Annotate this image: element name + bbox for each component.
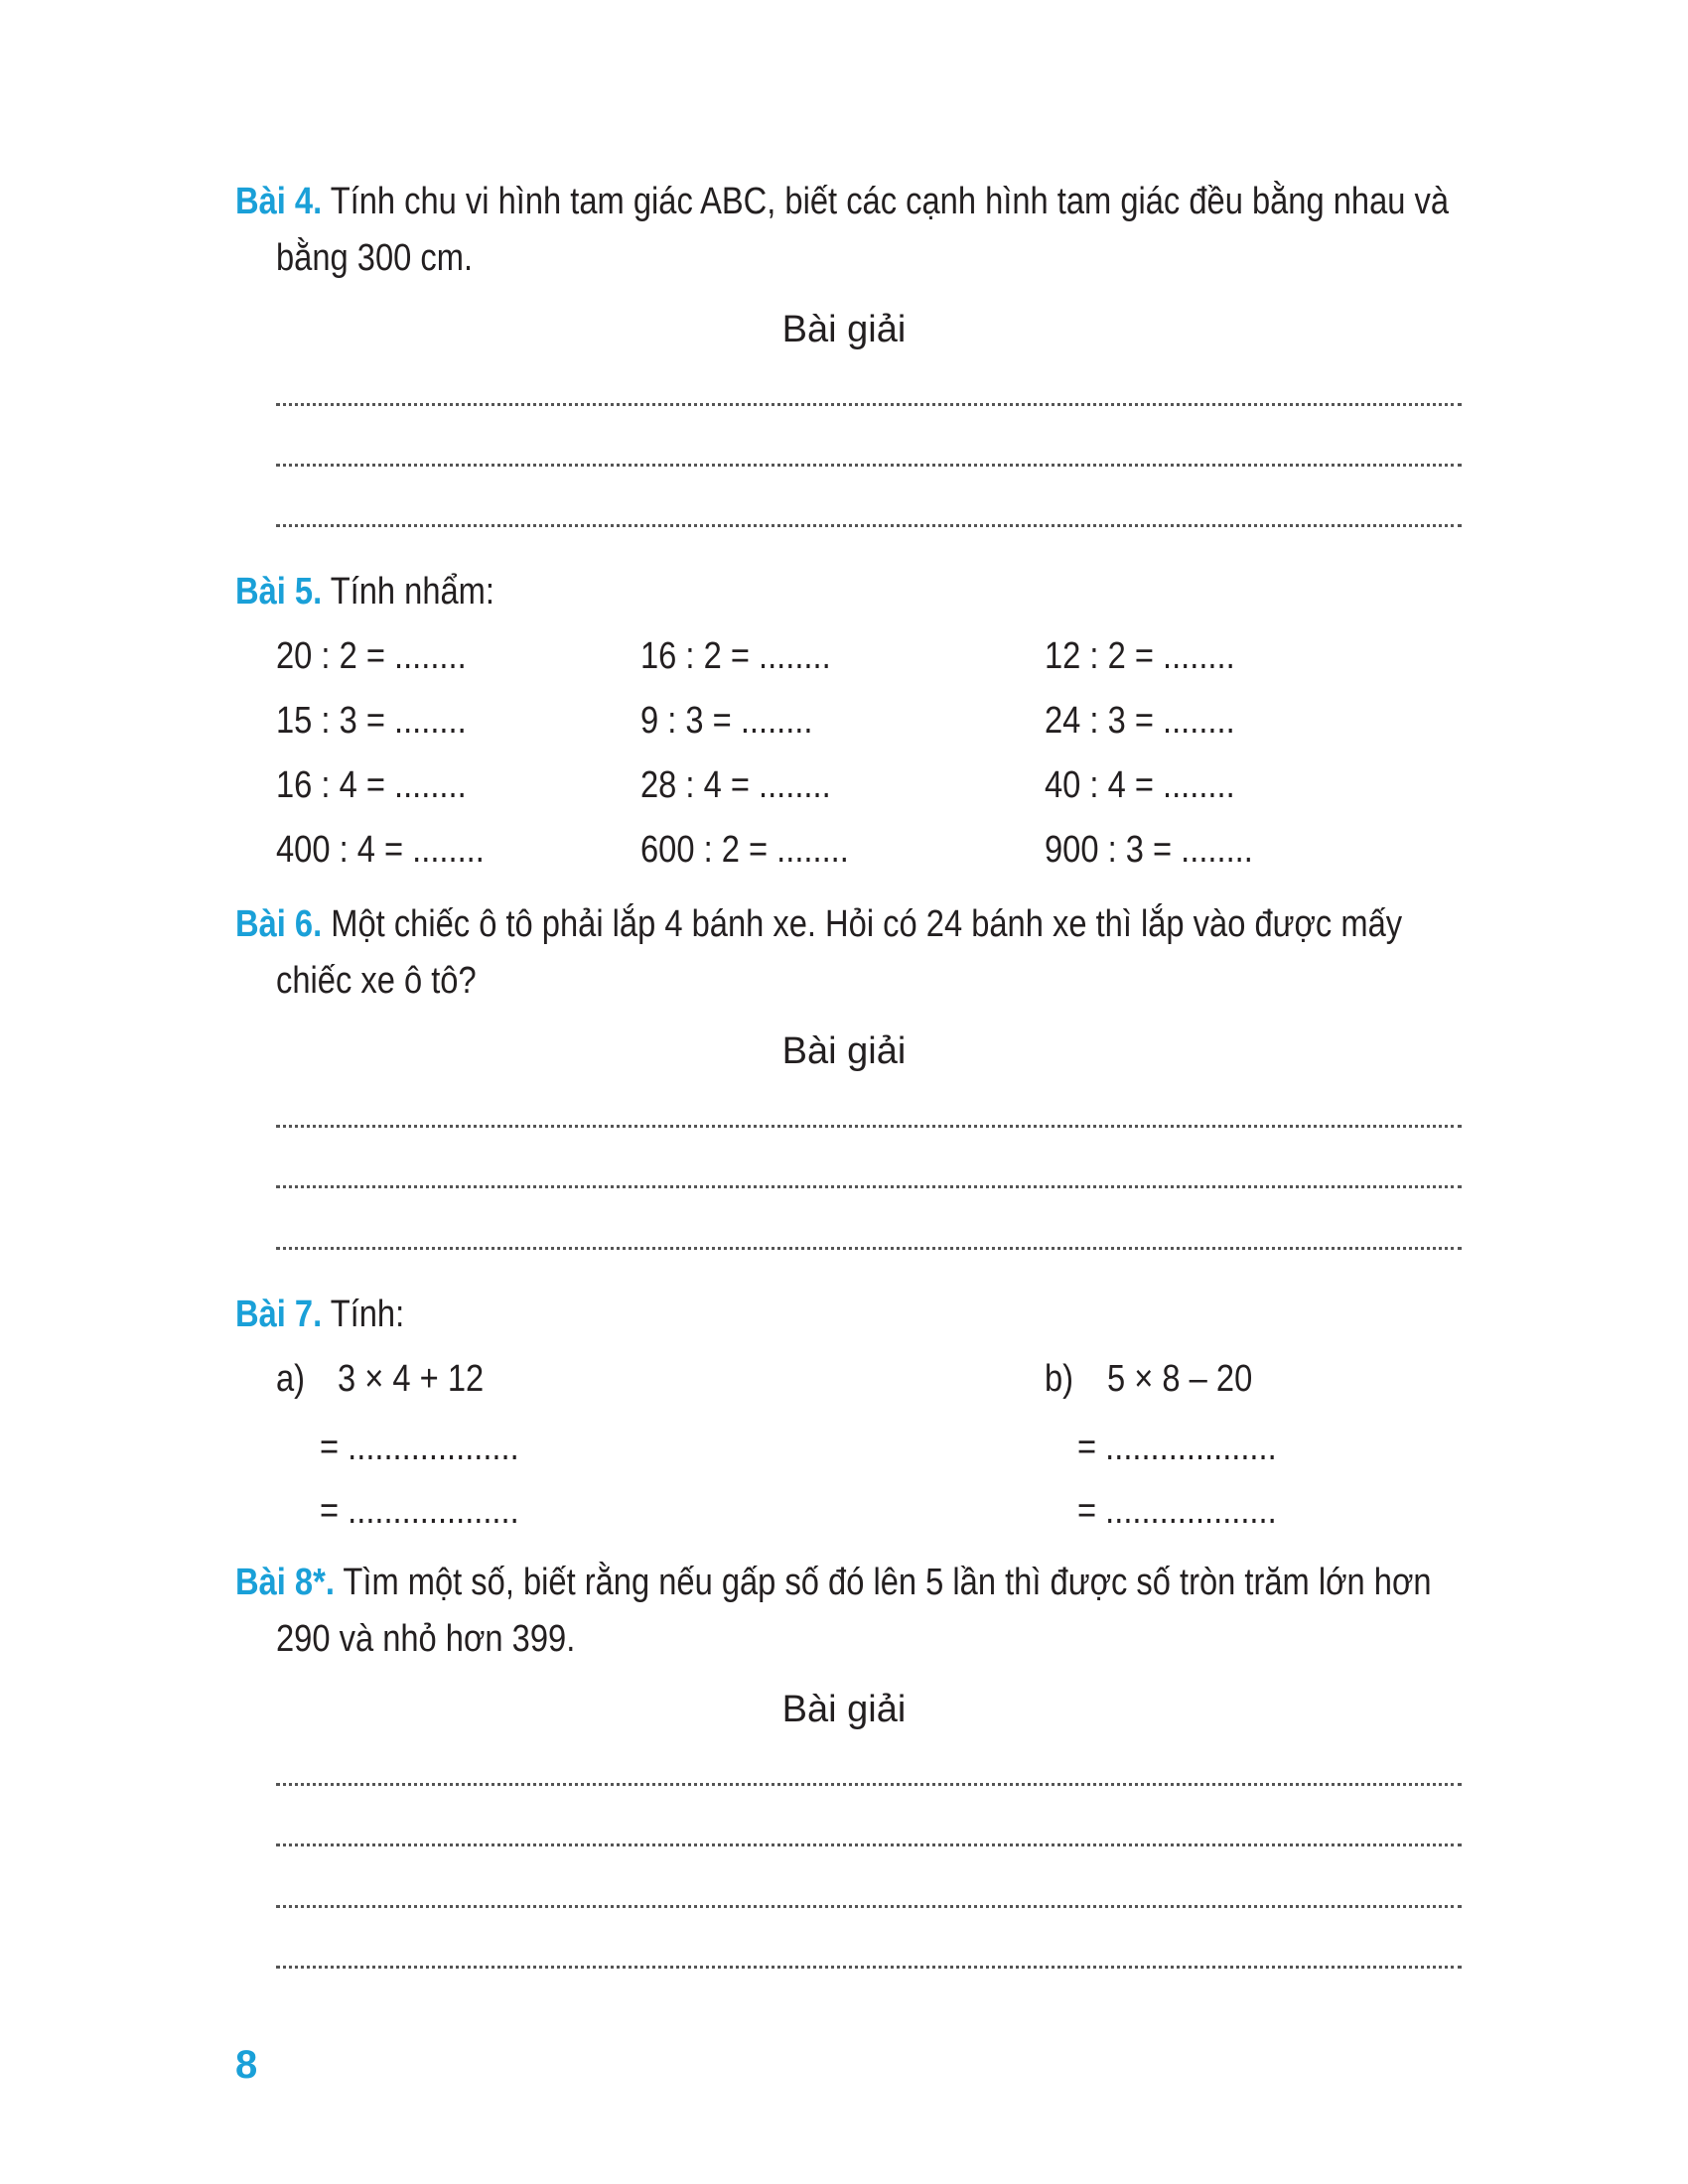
answer-line: [276, 1179, 1462, 1188]
bai6-solution-title: Bài giải: [781, 1030, 907, 1072]
bai5-item: 40 : 4 = ........: [1045, 764, 1235, 806]
answer-line: [276, 1899, 1462, 1908]
bai5-item: 28 : 4 = ........: [640, 764, 831, 806]
bai7-b-step: = ...................: [1077, 1427, 1277, 1468]
bai5-item: 15 : 3 = ........: [276, 700, 467, 742]
bai4-text-line1: Tính chu vi hình tam giác ABC, biết các cạnh hình tam giác đều bằng nhau và: [330, 181, 1450, 222]
bai7-text: Tính:: [330, 1294, 405, 1335]
bai8-solution-title: Bài giải: [781, 1689, 907, 1730]
answer-line: [276, 518, 1462, 527]
bai8-label: Bài 8*.: [235, 1562, 335, 1603]
bai5-item: 16 : 4 = ........: [276, 764, 467, 806]
bai4-solution-title: Bài giải: [781, 309, 907, 350]
bai7-a-step: = ...................: [320, 1427, 519, 1468]
bai5-item: 12 : 2 = ........: [1045, 635, 1235, 677]
bai7-b-step: = ...................: [1077, 1490, 1277, 1532]
bai7-label: Bài 7.: [235, 1294, 323, 1335]
bai5-item: 900 : 3 = ........: [1045, 829, 1253, 871]
answer-line: [276, 1838, 1462, 1846]
bai5-item: 20 : 2 = ........: [276, 635, 467, 677]
bai6-line1: [235, 896, 1402, 952]
answer-line: [276, 1960, 1462, 1969]
answer-line: [276, 1119, 1462, 1128]
bai8-line1: [235, 1555, 1432, 1610]
bai5-item: 400 : 4 = ........: [276, 829, 485, 871]
bai5-item: 600 : 2 = ........: [640, 829, 849, 871]
bai5-label: Bài 5.: [235, 571, 323, 613]
bai5-heading: [235, 564, 494, 619]
bai7-a-expression: 3 × 4 + 12: [338, 1358, 485, 1400]
bai5-item: 24 : 3 = ........: [1045, 700, 1235, 742]
answer-line: [276, 397, 1462, 406]
answer-line: [276, 1241, 1462, 1250]
bai7-b-label: b): [1045, 1358, 1074, 1400]
bai4-line1: [235, 174, 1449, 229]
bai8-text-line1: Tìm một số, biết rằng nếu gấp số đó lên 5 lần thì được số tròn trăm lớn hơn: [343, 1562, 1432, 1603]
bai6-text-line1: Một chiếc ô tô phải lắp 4 bánh xe. Hỏi có 24 bánh xe thì lắp vào được mấy: [331, 903, 1403, 945]
answer-line: [276, 458, 1462, 467]
answer-line: [276, 1777, 1462, 1786]
bai5-text: Tính nhẩm:: [330, 571, 494, 613]
page-number: 8: [235, 2043, 258, 2087]
bai7-heading: [235, 1287, 404, 1342]
bai6-label: Bài 6.: [235, 903, 323, 945]
bai8-text-line2: 290 và nhỏ hơn 399.: [276, 1618, 576, 1660]
bai7-a-label: a): [276, 1358, 306, 1400]
bai7-b-expression: 5 × 8 – 20: [1107, 1358, 1253, 1400]
bai5-item: 9 : 3 = ........: [640, 700, 813, 742]
bai7-a-step: = ...................: [320, 1490, 519, 1532]
bai6-text-line2: chiếc xe ô tô?: [276, 960, 477, 1002]
bai4-text-line2: bằng 300 cm.: [276, 237, 474, 279]
bai4-label: Bài 4.: [235, 181, 323, 222]
bai5-item: 16 : 2 = ........: [640, 635, 831, 677]
